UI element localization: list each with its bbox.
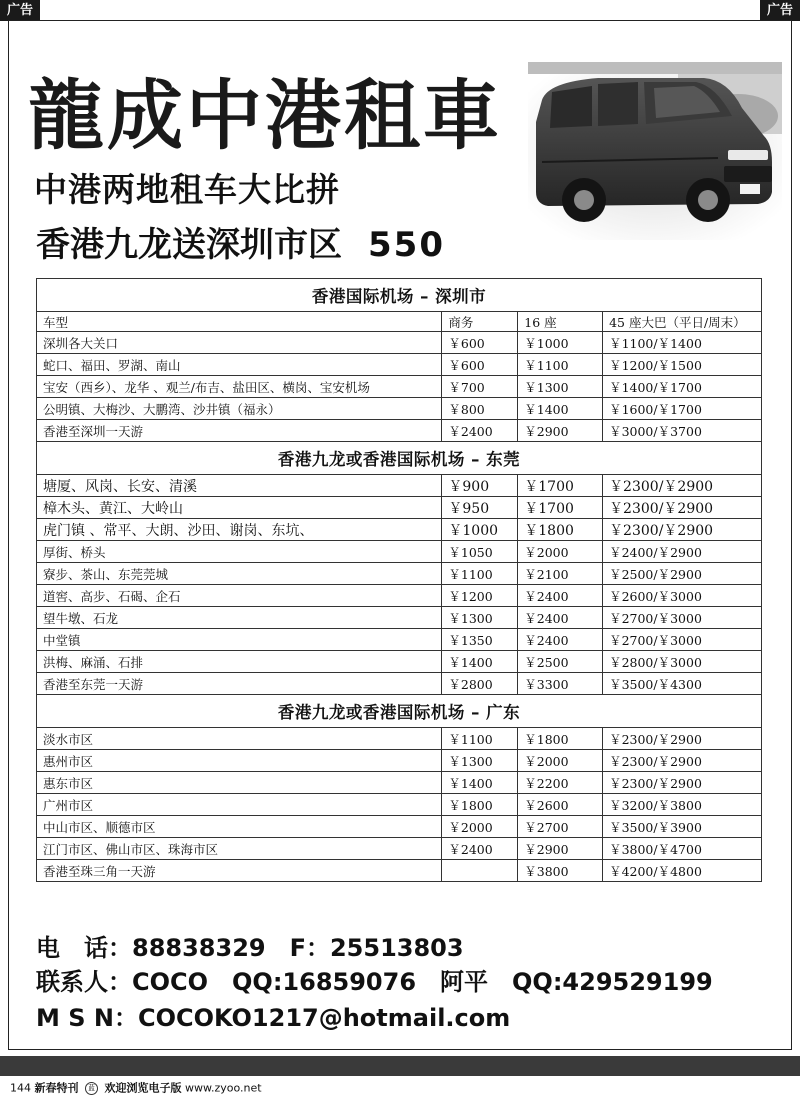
price-cell: ￥2900 — [518, 420, 603, 442]
price-cell: ￥2500 — [518, 651, 603, 673]
price-cell: ￥3500/￥3900 — [603, 816, 762, 838]
table-row — [37, 519, 762, 541]
route-cell: 中山市区、顺德市区 — [37, 816, 442, 838]
price-cell: ￥2000 — [518, 750, 603, 772]
price-cell: ￥1050 — [442, 541, 518, 563]
table-row — [37, 750, 762, 772]
route-cell: 厚街、桥头 — [37, 541, 442, 563]
route-cell: 中堂镇 — [37, 629, 442, 651]
route-cell: 蛇口、福田、罗湖、南山 — [37, 354, 442, 376]
rate-table-body — [37, 279, 762, 882]
route-cell: 惠东市区 — [37, 772, 442, 794]
price-cell: ￥1000 — [442, 519, 518, 541]
route-cell: 惠州市区 — [37, 750, 442, 772]
price-cell: ￥3000/￥3700 — [603, 420, 762, 442]
table-row — [37, 376, 762, 398]
table-row — [37, 475, 762, 497]
price-cell: ￥1100 — [518, 354, 603, 376]
van-photo — [528, 62, 782, 240]
price-cell: ￥2400 — [518, 607, 603, 629]
price-cell: ￥800 — [442, 398, 518, 420]
price-cell: ￥2500/￥2900 — [603, 563, 762, 585]
price-cell: ￥2300/￥2900 — [603, 728, 762, 750]
section-header — [37, 442, 762, 475]
section-title: 香港九龙或香港国际机场 – 东莞 — [37, 442, 762, 475]
section-header — [37, 279, 762, 312]
route-cell: 深圳各大关口 — [37, 332, 442, 354]
table-row — [37, 728, 762, 750]
table-row — [37, 838, 762, 860]
route-cell: 寮步、茶山、东莞莞城 — [37, 563, 442, 585]
promo-line — [36, 225, 445, 265]
section-title: 香港国际机场 – 深圳市 — [37, 279, 762, 312]
price-cell: ￥1100 — [442, 563, 518, 585]
issue-label: 新春特刊 — [34, 1081, 79, 1095]
price-cell: ￥2000 — [518, 541, 603, 563]
table-row — [37, 585, 762, 607]
price-cell: ￥1400 — [518, 398, 603, 420]
rate-table — [36, 278, 762, 882]
price-cell: ￥1800 — [518, 519, 603, 541]
price-cell: ￥600 — [442, 332, 518, 354]
route-cell: 江门市区、佛山市区、珠海市区 — [37, 838, 442, 860]
route-cell: 香港至东莞一天游 — [37, 673, 442, 695]
price-cell: ￥3500/￥4300 — [603, 673, 762, 695]
price-cell: ￥1000 — [518, 332, 603, 354]
brand-slogan: 中港两地租车大比拼 — [34, 170, 340, 209]
price-cell: ￥2400/￥2900 — [603, 541, 762, 563]
table-row — [37, 860, 762, 882]
price-cell: ￥3200/￥3800 — [603, 794, 762, 816]
price-cell: ￥1800 — [442, 794, 518, 816]
route-cell: 樟木头、黄江、大岭山 — [37, 497, 442, 519]
price-cell: ￥700 — [442, 376, 518, 398]
route-cell: 洪梅、麻涌、石排 — [37, 651, 442, 673]
table-row — [37, 629, 762, 651]
price-cell: ￥2400 — [442, 420, 518, 442]
price-cell: ￥1300 — [442, 750, 518, 772]
price-cell: ￥1400/￥1700 — [603, 376, 762, 398]
price-cell: ￥2300/￥2900 — [603, 519, 762, 541]
table-row — [37, 607, 762, 629]
route-cell: 广州市区 — [37, 794, 442, 816]
ad-tag-right: 广告 — [760, 0, 800, 21]
price-cell: ￥2700 — [518, 816, 603, 838]
price-cell: ￥1800 — [518, 728, 603, 750]
table-row — [37, 398, 762, 420]
table-row — [37, 816, 762, 838]
column-header: 车型 — [37, 312, 442, 332]
price-cell: ￥950 — [442, 497, 518, 519]
section-header — [37, 695, 762, 728]
route-cell: 公明镇、大梅沙、大鹏湾、沙井镇（福永） — [37, 398, 442, 420]
price-cell: ￥3800 — [518, 860, 603, 882]
price-cell: ￥4200/￥4800 — [603, 860, 762, 882]
price-cell: ￥2900 — [518, 838, 603, 860]
price-cell: ￥2400 — [518, 585, 603, 607]
table-row — [37, 794, 762, 816]
price-cell: ￥1400 — [442, 651, 518, 673]
price-cell: ￥2300/￥2900 — [603, 772, 762, 794]
table-row — [37, 420, 762, 442]
route-cell: 塘厦、风岗、长安、清溪 — [37, 475, 442, 497]
route-cell: 虎门镇 、常平、大朗、沙田、谢岗、东坑、 — [37, 519, 442, 541]
price-cell: ￥2100 — [518, 563, 603, 585]
route-cell: 望牛墩、石龙 — [37, 607, 442, 629]
price-cell: ￥2600 — [518, 794, 603, 816]
section-title: 香港九龙或香港国际机场 – 广东 — [37, 695, 762, 728]
price-cell: ￥1350 — [442, 629, 518, 651]
column-header: 16 座 — [518, 312, 603, 332]
contact-msn: M S N：COCOKO1217@hotmail.com — [36, 1004, 511, 1032]
ad-tag-left: 广告 — [0, 0, 40, 21]
route-cell: 道窖、高步、石碣、企石 — [37, 585, 442, 607]
price-cell: ￥2400 — [518, 629, 603, 651]
table-row — [37, 497, 762, 519]
contact-people: 联系人：COCO QQ:16859076 阿平 QQ:429529199 — [36, 968, 713, 996]
magazine-logo-icon: 蓝 — [85, 1082, 98, 1095]
table-row — [37, 651, 762, 673]
price-cell: ￥2300/￥2900 — [603, 750, 762, 772]
contact-phone: 电 话：88838329 F：25513803 — [36, 934, 464, 962]
footer-url[interactable]: www.zyoo.net — [185, 1081, 262, 1095]
page-footer — [10, 1082, 262, 1095]
price-cell: ￥1300 — [442, 607, 518, 629]
table-row — [37, 772, 762, 794]
route-cell: 香港至珠三角一天游 — [37, 860, 442, 882]
price-cell — [442, 860, 518, 882]
price-cell: ￥1700 — [518, 475, 603, 497]
brand-title: 龍成中港租車 — [28, 71, 502, 160]
price-cell: ￥2800/￥3000 — [603, 651, 762, 673]
price-cell: ￥1300 — [518, 376, 603, 398]
promo-price: 550 — [368, 225, 445, 265]
price-cell: ￥2300/￥2900 — [603, 497, 762, 519]
column-header: 45 座大巴（平日/周末） — [603, 312, 762, 332]
route-cell: 香港至深圳一天游 — [37, 420, 442, 442]
table-row — [37, 332, 762, 354]
price-cell: ￥900 — [442, 475, 518, 497]
price-cell: ￥2200 — [518, 772, 603, 794]
price-cell: ￥2300/￥2900 — [603, 475, 762, 497]
price-cell: ￥1200/￥1500 — [603, 354, 762, 376]
price-cell: ￥1100 — [442, 728, 518, 750]
price-cell: ￥2600/￥3000 — [603, 585, 762, 607]
table-row — [37, 563, 762, 585]
promo-text: 香港九龙送深圳市区 — [36, 225, 342, 265]
price-cell: ￥3800/￥4700 — [603, 838, 762, 860]
price-cell: ￥3300 — [518, 673, 603, 695]
price-cell: ￥1100/￥1400 — [603, 332, 762, 354]
route-cell: 宝安（西乡）、龙华 、观兰/布吉、盐田区、横岗、宝安机场 — [37, 376, 442, 398]
table-row — [37, 354, 762, 376]
price-cell: ￥2400 — [442, 838, 518, 860]
table-row — [37, 673, 762, 695]
footer-bar — [0, 1056, 800, 1076]
price-cell: ￥1600/￥1700 — [603, 398, 762, 420]
price-cell: ￥1200 — [442, 585, 518, 607]
column-header: 商务 — [442, 312, 518, 332]
price-cell: ￥2000 — [442, 816, 518, 838]
price-cell: ￥2800 — [442, 673, 518, 695]
table-row — [37, 541, 762, 563]
footer-text: 欢迎浏览电子版 — [104, 1081, 182, 1095]
price-cell: ￥1400 — [442, 772, 518, 794]
route-cell: 淡水市区 — [37, 728, 442, 750]
page-number: 144 — [10, 1081, 31, 1095]
column-header-row — [37, 312, 762, 332]
price-cell: ￥1700 — [518, 497, 603, 519]
price-cell: ￥2700/￥3000 — [603, 629, 762, 651]
price-cell: ￥600 — [442, 354, 518, 376]
price-cell: ￥2700/￥3000 — [603, 607, 762, 629]
